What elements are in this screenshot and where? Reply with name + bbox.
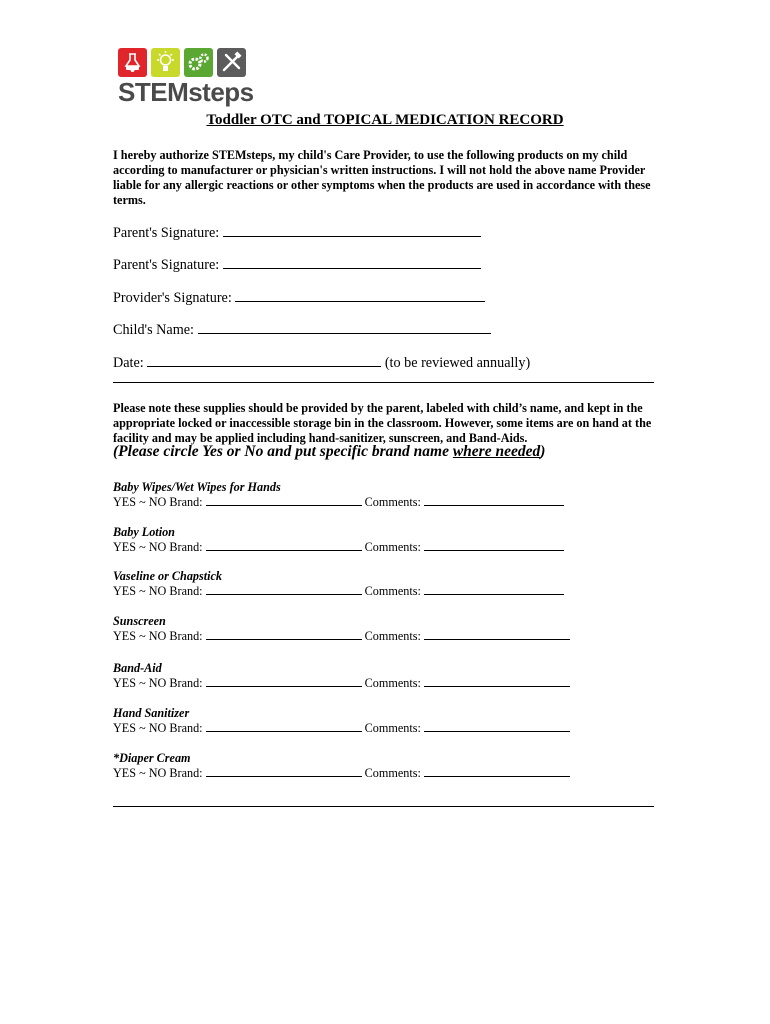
- brand-label: Brand:: [169, 540, 203, 554]
- logo-wordmark: STEMsteps: [118, 77, 254, 107]
- brand-label: Brand:: [169, 584, 203, 598]
- comments-blank[interactable]: [424, 629, 570, 640]
- item-name: Vaseline or Chapstick: [113, 569, 223, 583]
- comments-label: Comments:: [364, 540, 421, 554]
- field-label: Parent's Signature:: [113, 257, 220, 273]
- lightbulb-icon: [151, 48, 180, 77]
- item-row[interactable]: [113, 495, 564, 510]
- brand-blank[interactable]: [206, 676, 362, 687]
- brand-label: Brand:: [169, 495, 203, 509]
- date-blank[interactable]: [147, 353, 381, 367]
- comments-blank[interactable]: [424, 721, 570, 732]
- parent-signature-field-2[interactable]: [113, 255, 481, 274]
- brand-blank[interactable]: [206, 584, 362, 595]
- brand-blank[interactable]: [206, 540, 362, 551]
- authorization-text: I hereby authorize STEMsteps, my child's Care Provider, to use the following products on my child according to manufacturer or physician's written instructions. I will not hold the above name Provider liable for any allergic reactions or other symptoms when the products are used in accordance with these terms.: [113, 148, 651, 207]
- comments-label: Comments:: [364, 495, 421, 509]
- yes-no-choice[interactable]: YES ~ NO: [113, 540, 167, 554]
- brand-label: Brand:: [169, 676, 203, 690]
- field-label: Date:: [113, 355, 144, 371]
- brand-blank[interactable]: [206, 721, 362, 732]
- comments-blank[interactable]: [424, 540, 564, 551]
- child-name-field[interactable]: [113, 320, 491, 339]
- yes-no-choice[interactable]: YES ~ NO: [113, 766, 167, 780]
- item-row[interactable]: [113, 584, 564, 599]
- brand-label: Brand:: [169, 721, 203, 735]
- tools-icon: [217, 48, 246, 77]
- page-title: Toddler OTC and TOPICAL MEDICATION RECORD: [206, 112, 564, 128]
- item-row[interactable]: [113, 676, 570, 691]
- instruction-text: Please circle Yes or No and put specific brand name: [118, 443, 453, 460]
- brand-label: Brand:: [169, 629, 203, 643]
- signature-blank[interactable]: [223, 223, 481, 237]
- comments-label: Comments:: [364, 721, 421, 735]
- brand-blank[interactable]: [206, 495, 362, 506]
- signature-blank[interactable]: [235, 288, 485, 302]
- divider-line: [113, 382, 654, 383]
- bottom-divider-line: [113, 806, 654, 807]
- yes-no-choice[interactable]: YES ~ NO: [113, 721, 167, 735]
- item-row[interactable]: [113, 629, 570, 644]
- item-name: *Diaper Cream: [113, 751, 191, 765]
- item-row[interactable]: [113, 721, 570, 736]
- comments-label: Comments:: [364, 584, 421, 598]
- item-name: Sunscreen: [113, 614, 166, 628]
- brand-blank[interactable]: [206, 766, 362, 777]
- name-blank[interactable]: [198, 320, 491, 334]
- instruction-open-paren: (: [113, 443, 119, 460]
- field-label: Parent's Signature:: [113, 225, 220, 241]
- yes-no-choice[interactable]: YES ~ NO: [113, 495, 167, 509]
- comments-blank[interactable]: [424, 676, 570, 687]
- field-label: Provider's Signature:: [113, 290, 232, 306]
- comments-label: Comments:: [364, 766, 421, 780]
- item-name: Baby Lotion: [113, 525, 175, 539]
- comments-label: Comments:: [364, 676, 421, 690]
- yes-no-choice[interactable]: YES ~ NO: [113, 676, 167, 690]
- stemsteps-logo: [118, 48, 254, 110]
- item-name: Band-Aid: [113, 661, 162, 675]
- brand-label: Brand:: [169, 766, 203, 780]
- item-name: Hand Sanitizer: [113, 706, 190, 720]
- brand-blank[interactable]: [206, 629, 362, 640]
- item-name: Baby Wipes/Wet Wipes for Hands: [113, 480, 281, 494]
- comments-blank[interactable]: [424, 495, 564, 506]
- parent-signature-field-1[interactable]: [113, 223, 481, 242]
- comments-blank[interactable]: [424, 584, 564, 595]
- item-row[interactable]: [113, 766, 570, 781]
- provider-signature-field[interactable]: [113, 288, 485, 307]
- flask-icon: [118, 48, 147, 77]
- yes-no-choice[interactable]: YES ~ NO: [113, 629, 167, 643]
- comments-blank[interactable]: [424, 766, 570, 777]
- yes-no-choice[interactable]: YES ~ NO: [113, 584, 167, 598]
- supplies-note: Please note these supplies should be provided by the parent, labeled with child’s name, and kept in the appropriate locked or inaccessible storage bin in the classroom. However, some items are on hand at the facility and may be applied including hand-sanitizer, sunscreen, and Band-Aids.: [113, 401, 652, 445]
- item-row[interactable]: [113, 540, 564, 555]
- review-note: (to be reviewed annually): [384, 355, 531, 371]
- instruction-underlined: where needed: [452, 443, 541, 460]
- comments-label: Comments:: [364, 629, 421, 643]
- gears-icon: [184, 48, 213, 77]
- field-label: Child's Name:: [113, 322, 194, 338]
- instruction-line: [113, 443, 545, 461]
- date-field[interactable]: [113, 353, 530, 372]
- signature-blank[interactable]: [223, 255, 481, 269]
- instruction-close-paren: ): [540, 443, 546, 460]
